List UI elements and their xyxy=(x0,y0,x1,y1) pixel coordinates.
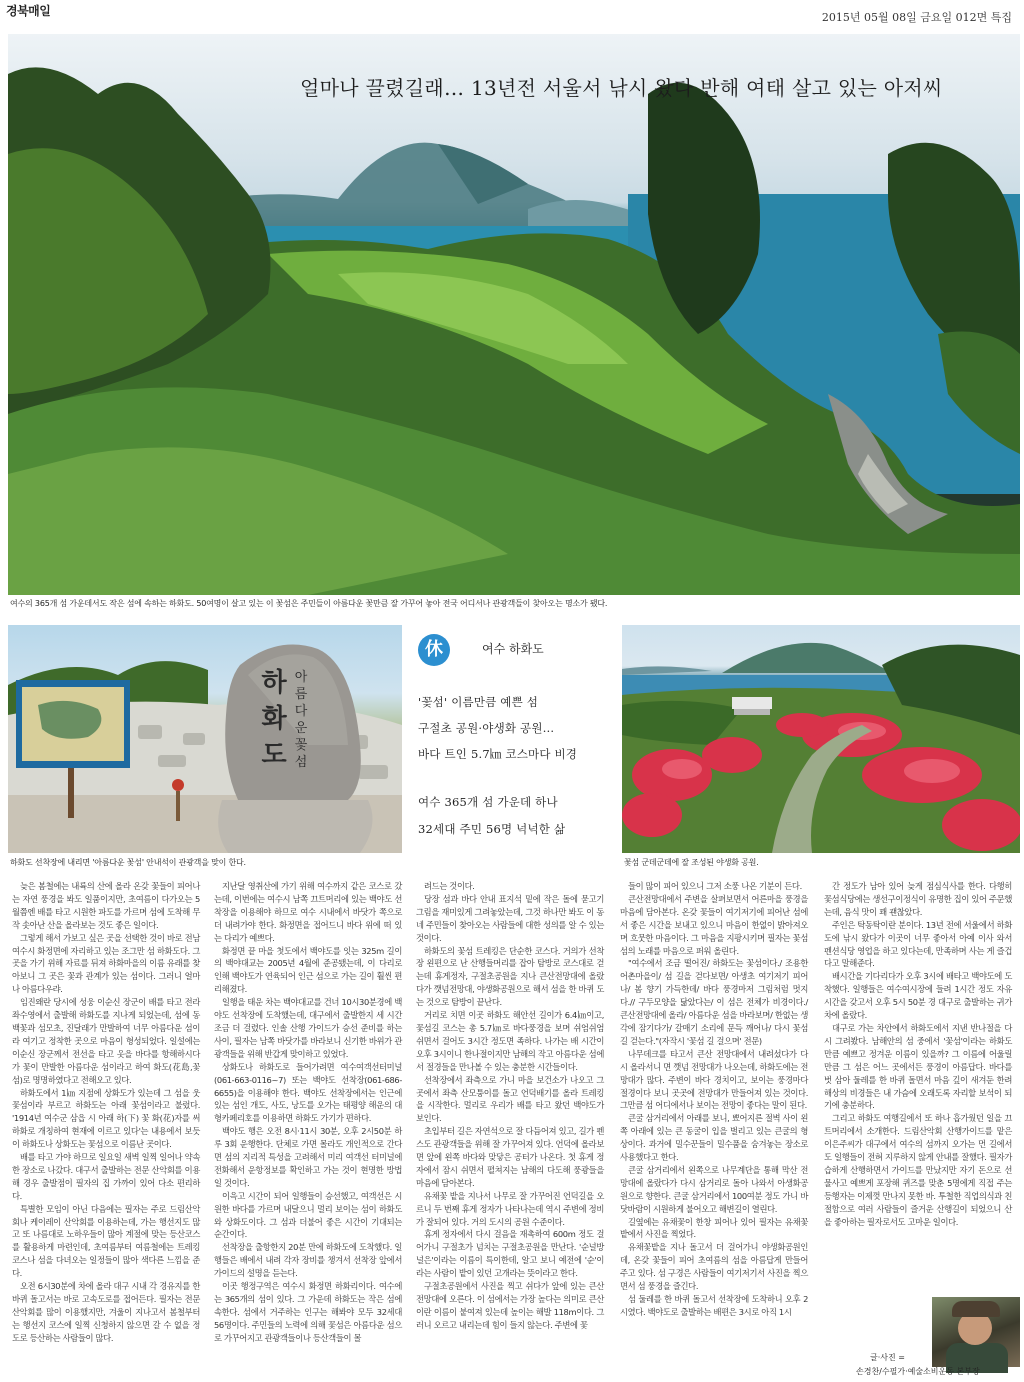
sidebar-title: 여수 하화도 xyxy=(482,642,544,656)
paragraph: 늦은 봄철에는 내륙의 산에 올라 온갖 꽃들이 피어나는 자연 풍경을 봐도 일품이지만, 초여름이 다가오는 5월쯤엔 배를 타고 시원한 파도를 가르며 섬에 도착해 무작 솟아난 산을 올라보는 것도 좋은 일이다. xyxy=(12,881,200,930)
paragraph: 길옆에는 유채꽃이 한창 피어나 있어 필자는 유채꽃 밭에서 사진을 찍었다. xyxy=(620,1216,808,1240)
paragraph: 려드는 것이다. xyxy=(424,881,475,891)
sidebar-line: 여수 365개 섬 가운데 하나 xyxy=(418,795,558,809)
paragraph: "여수에서 조금 떨어진/ 하화도는 꽃섬이다./ 조용한 어촌마을이/ 섬 길을 걷다보면/ 아생초 여기저기 피어나/ 봄 향기 가득한데/ 바다 풍경마저 그림처럼 멋지다.// 구두모양을 닮았다는/ 이 섬은 전체가 비경이다./ 큰산전망대에 올라/ 아름다운 섬을 바라보며/ 한없는 생각에 잠기다가/ 갈매기 소리에 문득 깨어나/ 다시 꽃섬 길 걷는다."(자작시 '꽃섬 길 걸으며' 전문) xyxy=(620,958,808,1046)
paragraph: 큰산전망대에서 주변을 살펴보면서 어른마을 풍경을 마음에 담아본다. 온갖 꽃들이 여기저기에 피어난 섬에서 좋은 시간을 보내고 있으니 마음이 한없이 밝아져오며 흐뭇한 마음이다. 그 마음을 지팡시키며 필자는 꽃섬 섬의 노래를 마음으로 퍼워 올린다. xyxy=(620,893,808,956)
paragraph: 나무데크를 타고서 큰산 전망대에서 내려섰다가 다시 올라서니 면 깻넘 전망대가 나오는데, 하화도에는 전망대가 많다. 주변이 바다 경치이고, 보이는 풍경마다 절경이다 보니 곳곳에 전망대가 만들어져 있는 것이다. 그만큼 섬 어디에서나 보이는 전망이 좋다는 말이 된다. xyxy=(620,1048,808,1111)
paragraph: 특별한 모임이 아닌 다음에는 필자는 주로 드림산악회나 케이레이 산악회를 이용하는데, 가는 행선지도 많고 또 나름대로 노하우들이 많아 계절에 맞는 등산코스를 활용하게 마련인데, 초여름부터 여름철에는 트레킹코스나 섬을 다녀오는 일정들이 많아 색다른 느낌을 준다. xyxy=(12,1203,200,1279)
paragraph: 들이 많이 피어 있으니 그저 소풍 나온 기분이 든다. xyxy=(628,881,802,891)
stone-text-sub: 아름다운 꽃섬 xyxy=(294,670,308,770)
paragraph: 선착장에서 좌측으로 가니 마을 보건소가 나오고 그 곳에서 좌측 산모퉁이를 돌고 언덕배기를 올라 트레킹을 시작한다. 멀리로 우리가 배를 타고 왔던 백야도가 보인다. xyxy=(416,1074,604,1124)
stone-text-main: 하화도 xyxy=(261,668,287,770)
paragraph: 배를 타고 가야 하므로 일요일 새벽 일찍 일어나 약속한 장소로 나갔다. 대구서 출발하는 전문 산악회를 이용해 경우 출발점이 필자의 집 가까이 있어 다소 편리하다. xyxy=(12,1152,200,1201)
hero-photo xyxy=(8,34,1020,595)
paragraph: 당장 섬과 바다 안내 표지석 밑에 작은 돌에 묻고기 그림을 재미있게 그려놓았는데, 그것 하나만 봐도 이 동네 주민들이 찾아오는 사람들에 대한 성의를 알 수 있는 것이다. xyxy=(416,893,604,943)
headline: 얼마나 끌렸길래… 13년전 서울서 낚시 왔다 반해 여태 살고 있는 아저씨 xyxy=(300,76,943,100)
paragraph: 선착장을 출항한지 20분 만에 하화도에 도착했다. 일행들은 배에서 내려 각자 장비를 챙겨서 선착장 앞에서 가이드의 설명을 듣는다. xyxy=(214,1242,402,1279)
paragraph: 오전 6시30분에 차에 올라 대구 시내 각 경유지를 한 바퀴 돌고서는 바로 고속도로를 접어든다. 필자는 전문산악회를 많이 이용했지만, 겨울이 지나고서 봄철부터는 행선지 코스에 일찍 신청하지 않으면 갈 수 없을 정도로 등산하는 사람들이 많다. xyxy=(12,1281,200,1343)
paragraph: 큰굴 삼거리에서 아래를 보니, 뾰어지른 절벽 사이 왼쪽 아래에 있는 큰 동굴이 입을 벌리고 있는 큰굴의 형상이다. 과거에 밀수꾼들이 밀수품을 숨겨놓는 장소로 사용했다고 한다. xyxy=(620,1113,808,1163)
body-column-5 xyxy=(824,880,1012,1228)
paragraph: 간 정도가 남아 있어 늦게 점심식사를 한다. 다행히 꽃섬식당에는 생선구이정식이 유명한 집이 있어 주문했는데, 음식 맛이 꽤 괜찮았다. xyxy=(824,881,1012,917)
paragraph: 이윽고 시간이 되어 일행들이 승선했고, 여객선은 시원한 바다를 가르며 내달으니 멀리 보이는 섬이 하화도와 상화도이다. 그 섬과 더불어 좋은 시간이 기대되는 순간이다. xyxy=(214,1190,402,1240)
body-column-1 xyxy=(12,880,200,1345)
masthead: 경북매일 xyxy=(6,4,51,18)
body-column-4 xyxy=(620,880,808,1319)
paragraph: 일행을 태운 차는 백야대교를 건너 10시30분경에 백야도 선착장에 도착했는데, 대구에서 출발한지 세 시간 조금 더 걸렸다. 인솔 산행 가이드가 승선 준비를 하는 사이, 필자는 남쪽 바닷가를 바라보니 신기한 바위가 관광객들을 위해 반갑게 맞이하고 있었다. xyxy=(214,997,402,1059)
paragraph: 하화도에서 1㎞ 지점에 상화도가 있는데 그 섬을 웃꽃섬이라 부르고 하화도는 아래 꽃섬이라고 불렀다. '1914년 여수군 삼읍 시 아래 하(下) 꽃 화(花)자를 써 하화로 개칭하여 현재에 이르고 있다'는 내용에서 보듯이 하화도나 상화도는 꽃섬으로 이름난 곳이다. xyxy=(12,1087,200,1150)
wildflower-photo xyxy=(622,625,1020,853)
author-photo xyxy=(932,1297,1020,1367)
signstone-photo xyxy=(8,625,402,853)
paragraph: 구절초공원에서 사진을 찍고 쉬다가 앞에 있는 큰산 전망대에 오른다. 이 섬에서는 가장 높다는 의미로 큰산이란 이름이 붙여져 있는데 높이는 해발 118m이다. 그러니 오르고 내리는데 힘이 들지 않는다. 주변에 꽃 xyxy=(416,1281,604,1330)
paragraph: 유채꽃밭을 지나 돌고서 더 걸어가니 야생화공원인데, 온갖 꽃들이 피어 초여름의 섬을 아름답게 만들어 주고 있다. 섬 구경은 사람들이 여기저기서 사진을 찍으면서 섬 풍경을 즐긴다. xyxy=(620,1242,808,1292)
body-column-3 xyxy=(416,880,604,1332)
paragraph: 지난달 영취산에 가기 위해 여수까지 같은 코스로 갔는데, 이번에는 여수시 남쪽 끄트머리에 있는 백야도 선착장을 이용해야 하므로 여수 시내에서 바닷가 쪽으로 더 내려가야 한다. 화정면을 접어드니 바다 위에 떠 있는 다리가 예쁘다. xyxy=(214,881,402,943)
sidebar-line: '꽃섬' 이름만큼 예쁜 섬 xyxy=(418,695,539,709)
paragraph: 화정면 끝 마을 첫도에서 백야도를 잇는 325m 길이의 백야대교는 2005년 4월에 준공됐는데, 이 다리로 인해 백야도가 연육되어 인근 섬으로 가는 길이 훨씬 편리해졌다. xyxy=(214,945,402,995)
body-column-2 xyxy=(214,880,402,1345)
paragraph: 큰굴 삼거리에서 왼쪽으로 나무계단을 통해 막산 전망대에 올랐다가 다시 삼거리로 돌아 나와서 아생화공원으로 향한다. 큰굴 삼거리에서 100여분 정도 가니 바닷바람이 시원하게 불어오고 해변길이 열린다. xyxy=(620,1164,808,1214)
paragraph: 거리로 치면 이곳 하화도 해안선 길이가 6.4㎞이고, 꽃섬길 코스는 총 5.7㎞로 바다풍경을 보며 쉬엄쉬엄 쉬면서 걸어도 3시간 정도면 족하다. 나가는 배 시간이 오후 3시이니 한나절이지만 남해의 작고 아름다운 섬에서 절경들을 만나볼 수 있는 충분한 시간들이다. xyxy=(416,1010,604,1072)
paragraph: 섬 둘레를 한 바퀴 돌고서 선착장에 도착하니 오후 2시였다. 백야도로 출발하는 배편은 3시로 아직 1시 xyxy=(620,1294,808,1317)
paragraph: 유채꽃 밭을 지나서 나무로 잘 가꾸어진 언덕길을 오르니 두 번째 휴게 정자가 나타나는데 역시 주변에 정비가 잘되어 있다. 거의 도시의 공원 수준이다. xyxy=(416,1190,604,1227)
paragraph: 초입부터 길은 자연석으로 잘 다듬어져 있고, 길가 펜스도 관광객들을 위해 잘 가꾸어져 있다. 언덕에 올라보면 앞에 왼쪽 바다와 맞닿은 공터가 나온다. 첫 휴게 정자에서 잠시 쉬면서 펼쳐지는 남해의 다도해 풍광들을 마음에 담아본다. xyxy=(416,1126,604,1188)
paragraph: 휴게 정자에서 다시 걸음을 재촉하여 600m 정도 걸어가니 구절초가 넘치는 구절초공원을 만난다. '순널방널은'이라는 이름이 특이한데, 알고 보니 예전에 '순'이라는 사람이 밭이 있던 고개라는 뜻이라고 한다. xyxy=(416,1229,604,1279)
sidebar-box xyxy=(406,624,616,854)
left-photo-caption: 하화도 선착장에 내리면 '아름다운 꽃섬' 안내석이 관광객을 맞이 한다. xyxy=(10,858,246,867)
credit-label: 글·사진 = xyxy=(870,1353,905,1362)
paragraph: 상화도나 하화도로 들어가려면 여수여객선터미널(061-663-0116~7) 또는 백야도 선착장(061-686-6655)을 이용해야 한다. 백야도 선착장에서는 인근에 있는 섬인 개도, 사도, 낭도를 오가는 태평양 해운의 대형카페리호를 이용하면 하화도 가기가 편하다. xyxy=(214,1061,402,1124)
paragraph: 백야도 행은 오전 8시·11시 30분, 오후 2시50분 하루 3회 운행한다. 단체로 가면 몰라도 개인적으로 간다면 섬의 지리적 특성을 고려해서 미리 여객선 터미널에 전화해서 운항정보를 확인하고 가는 것이 현명한 방법일 것이다. xyxy=(214,1126,402,1188)
paragraph: 하화도의 꽃섬 트레킹은 단순한 코스다. 거의가 선착장 왼편으로 난 산행들머리를 잡아 탐방로 코스대로 걷는데 휴게정자, 구절초공원을 지나 큰산전망대에 올랐다가 깻넘전망대, 야생화공원으로 해서 섬을 한 바퀴 도는 것으로 탐방이 끝난다. xyxy=(416,945,604,1008)
paragraph: 대구로 가는 차안에서 하화도에서 지낸 반나절을 다시 그려봤다. 남해안의 섬 중에서 '꽃섬'이라는 하화도 만큼 예쁘고 정겨운 이름이 있을까? 그 이름에 어울릴 만큼 그 섬은 어느 곳에서든 풍경이 아름답다. 바다를 벗 삼아 둘레를 한 바퀴 돌면서 마음 깊이 새겨둔 한려해상의 비경들은 내 가슴에 오래도록 자리할 보석이 되기에 충분하다. xyxy=(824,1022,1012,1111)
paragraph: 이곳 행정구역은 여수시 화정면 하화리이다. 여수에는 365개의 섬이 있다. 그 가운데 하화도는 작은 섬에 속한다. 섬에서 거주하는 인구는 해봐야 모두 32세대 56명이다. 주민들의 노력에 의해 꽃섬은 아름다운 섬으로 가꾸어지고 관광객들이나 등산객들이 몰 xyxy=(214,1281,402,1343)
paragraph: 그리고 하화도 여행길에서 또 하나 흡가웠던 일을 끄트머리에서 소개한다. 드림산악회 산행가이드를 맡은 이은주씨가 대구에서 여수의 섬까지 오가는 먼 길에서도 일행들이 전혀 지루하지 않게 안내를 잘했다. 필자가 습하게 산행하면서 가이드를 만났지만 자기 돈으로 선물사고 예쁘게 포장해 퀴즈를 맞춘 5명에게 직접 주는 등행자는 이제껏 만나지 못한 바. 투철한 직업의식과 친절함으로 여러 사람들이 즐거운 산행길이 되었으니 산을 좋아하는 필자로서도 고마운 일이다. xyxy=(824,1113,1012,1227)
paragraph: 임진왜란 당시에 성웅 이순신 장군이 배를 타고 전라좌수영에서 출발해 하화도를 지나게 되었는데, 섬에 동백꽃과 섬모초, 진달래가 만발하여 너무 아름다운 섬이라 여기고 정착한 곳으로 마음이 형성되었다. 일설에는 이순신 장군께서 전선을 타고 옷을 바다를 항해하시다가 꽃이 만발한 아름다운 섬이라고 하여 화도(花島,꽃섬)로 명명하였다고 전해오고 있다. xyxy=(12,997,200,1085)
paragraph: 주인은 탁동탁이란 분이다. 13년 전에 서울에서 하화도에 낚시 왔다가 이곳이 너무 좋아서 아예 이사 와서 펜션식당 영업을 하고 있다는데, 만족하며 사는 게 즐겁다고 말해준다. xyxy=(824,919,1012,969)
sidebar-line: 구절초 공원·야생화 공원… xyxy=(418,721,555,735)
dateline: 2015년 05월 08일 금요일 012면 특집 xyxy=(821,11,1012,24)
rest-badge-icon: 休 xyxy=(418,634,450,666)
paragraph: 그렇게 해서 가보고 싶은 곳을 선택한 것이 바로 전남 여수시 화정면에 자리하고 있는 조그만 섬 하화도다. 그곳을 가기 위해 자료를 뒤져 하화마을의 이름 유래를 찾아보니 그 곳은 꽃과 관계가 있는 섬이다. 그러니 얼마나 아름다우랴. xyxy=(12,932,200,995)
paragraph: 배시간을 기다리다가 오후 3시에 배타고 백야도에 도착했다. 일행들은 여수여시장에 들려 1시간 정도 자유시간을 갖고서 오후 5시 50분 경 대구로 출발하는 귀가 차에 올랐다. xyxy=(824,971,1012,1021)
right-photo-caption: 꽃섬 군데군데에 잘 조성된 야생화 공원. xyxy=(624,858,759,867)
sidebar-line: 바다 트인 5.7㎞ 코스마다 비경 xyxy=(418,747,578,761)
hero-caption: 여수의 365개 섬 가운데서도 작은 섬에 속하는 하화도. 50여명이 살고 있는 이 꽃섬은 주민들이 아름다운 꽃만큼 잘 가꾸어 놓아 전국 어디서나 관광객들이 찾아오는 명소가 됐다. xyxy=(10,599,608,608)
sidebar-line: 32세대 주민 56명 넉넉한 삶 xyxy=(418,822,566,836)
credit-name: 손경찬/수필가·예술소비운동 본부장 xyxy=(856,1367,980,1376)
